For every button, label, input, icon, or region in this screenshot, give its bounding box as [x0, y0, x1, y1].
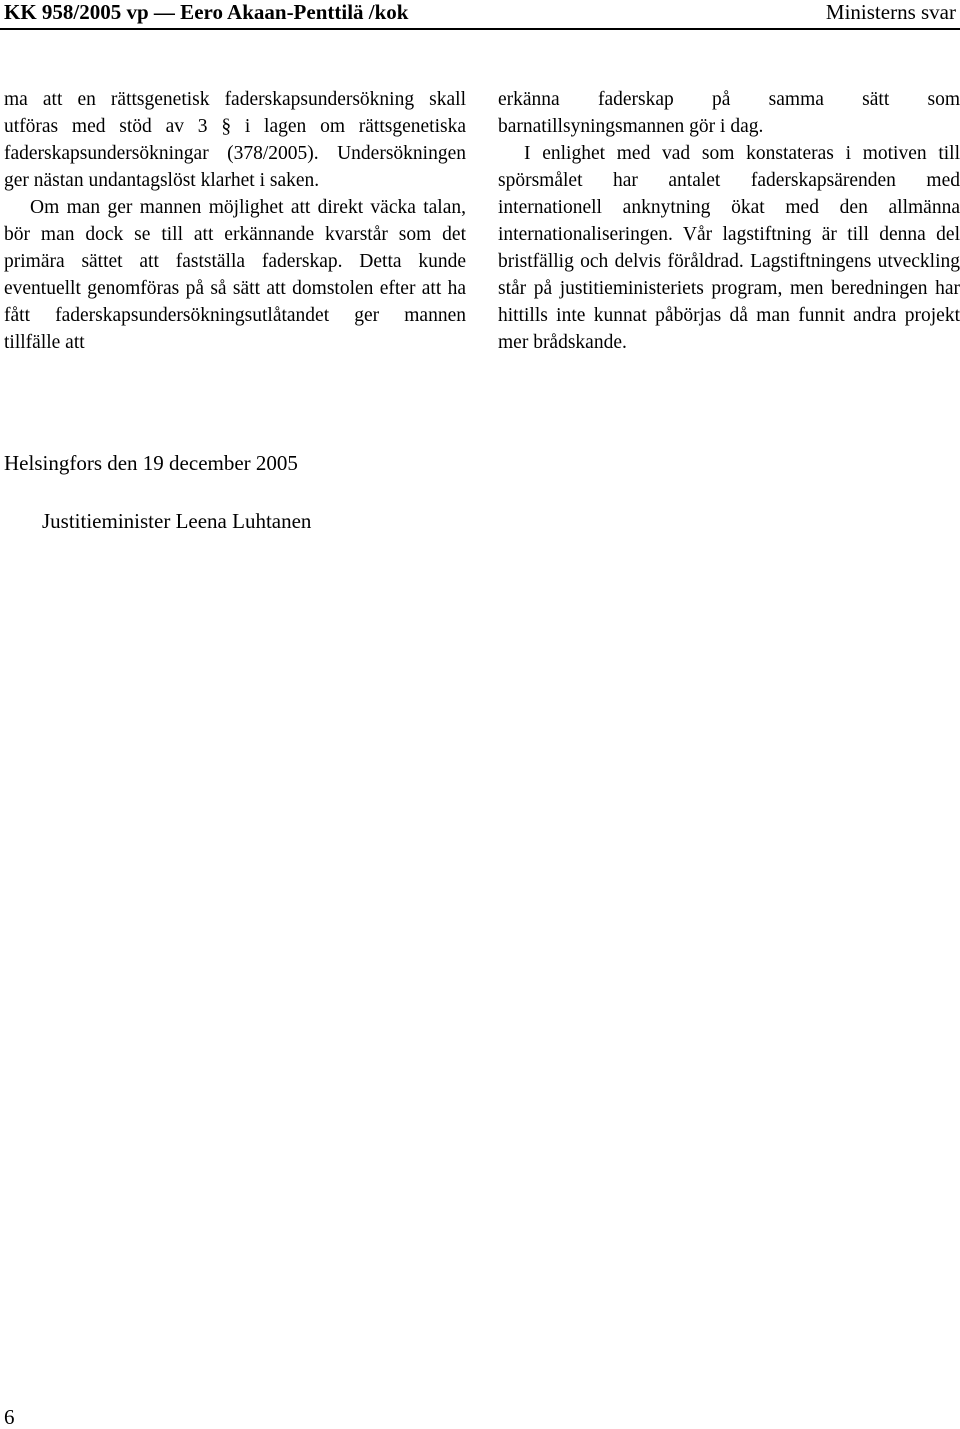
right-text-column	[498, 86, 960, 356]
document-reference-header: KK 958/2005 vp — Eero Akaan-Penttilä /kok	[4, 0, 409, 24]
section-title-header: Ministerns svar	[825, 0, 956, 24]
closing-signer: Justitieminister Leena Luhtanen	[42, 509, 312, 533]
left-paragraph-2: Om man ger mannen möjlighet att direkt väcka talan, bör man dock se till att erkännande kvarstår som det primära sättet att fastställa faderskap. Detta kunde eventuellt genomföras på så sätt att domstolen efter att ha fått faderskapsundersökningsutlåtandet ger mannen tillfälle att	[4, 197, 466, 353]
left-text-column	[4, 86, 466, 356]
closing-place-date: Helsingfors den 19 december 2005	[4, 451, 298, 475]
left-paragraph-1: ma att en rättsgenetisk faderskapsundersökning skall utföras med stöd av 3 § i lagen om rättsgenetiska faderskapsundersökningar (378/2005). Undersökningen ger nästan undantagslöst klarhet i saken.	[4, 89, 466, 191]
right-paragraph-1: erkänna faderskap på samma sätt som barnatillsyningsmannen gör i dag.	[498, 89, 960, 137]
header-divider	[0, 28, 960, 30]
right-paragraph-2: I enlighet med vad som konstateras i motiven till spörsmålet har antalet faderskapsärenden med internationell anknytning ökat med den allmänna internationaliseringen. Vår lagstiftning är till denna del bristfällig och delvis föråldrad. Lagstiftningens utveckling står på justitieministeriets program, men beredningen har hittills inte kunnat påbörjas då man funnit andra projekt mer brådskande.	[498, 143, 960, 353]
page-number: 6	[4, 1405, 15, 1429]
